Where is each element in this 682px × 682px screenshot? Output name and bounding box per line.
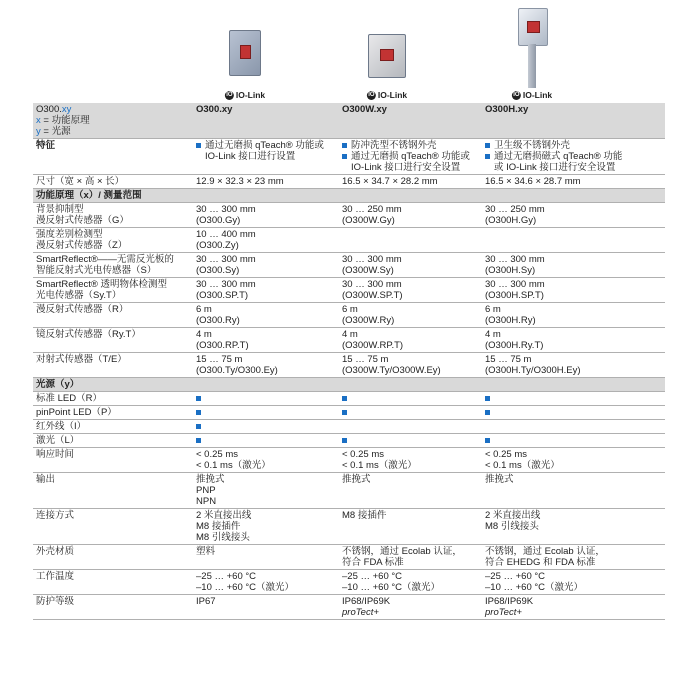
principle-row: 强度差别检测型 漫反射式传感器（Z） 10 … 400 mm (O300.Zy) — [33, 228, 665, 253]
size-row: 尺寸（宽 × 高 × 长） 12.9 × 32.3 × 23 mm 16.5 × 34.7 × 28.2 mm 16.5 × 34.6 × 28.7 mm — [33, 175, 665, 189]
row-label: 连接方式 — [33, 509, 193, 545]
model-name: O300H.xy — [482, 103, 665, 139]
check-mark-icon — [485, 396, 490, 401]
light-row: 标准 LED（R） — [33, 392, 665, 406]
check-mark-icon — [196, 396, 201, 401]
model-name: O300.xy — [193, 103, 339, 139]
bullet-icon — [485, 143, 490, 148]
io-link-logo: IO IO-Link — [368, 90, 408, 100]
features-row: 特征 通过无磨损 qTeach® 功能或 IO-Link 接口进行设置 防冲洗型不锈钢外壳 通过无磨损 qTeach® 功能或 IO-Link 接口进行安全设置 卫生级不锈钢外壳 通过无磨损磁式 qTeach® 功能 或 IO-Link 接口进行安全设置 — [33, 139, 665, 175]
connection-row: 连接方式 2 米直接出线 M8 接插件 M8 引线接头 M8 接插件 2 米直接出线 M8 引线接头 — [33, 509, 665, 545]
light-row: 红外线（I） — [33, 420, 665, 434]
row-label: 特征 — [33, 139, 193, 175]
principle-row: 对射式传感器（T/E） 15 … 75 m (O300.Ty/O300.Ey) 15 … 75 m (O300W.Ty/O300W.Ey) 15 … 75 m (O300H.Ty/O300H.Ey) — [33, 353, 665, 378]
section-heading-principle: 功能原理（x）/ 测量范围 — [33, 189, 665, 203]
bullet-icon — [342, 143, 347, 148]
housing-row: 外壳材质 塑料 不锈钢，通过 Ecolab 认证， 符合 FDA 标准 不锈钢，通过 Ecolab 认证， 符合 EHEDG 和 FDA 标准 — [33, 545, 665, 570]
sensor-image-o300w — [368, 34, 406, 78]
row-label: 防护等级 — [33, 595, 193, 620]
bullet-icon — [342, 154, 347, 159]
product-o300 — [175, 8, 315, 103]
check-mark-icon — [342, 396, 347, 401]
principle-row: 背景抑制型 漫反射式传感器（G） 30 … 300 mm (O300.Gy) 30 … 250 mm (O300W.Gy) 30 … 250 mm (O300H.Gy) — [33, 203, 665, 228]
light-row: pinPoint LED（P） — [33, 406, 665, 420]
product-o300h — [462, 8, 602, 103]
check-mark-icon — [485, 410, 490, 415]
row-label: 响应时间 — [33, 448, 193, 473]
sensor-image-o300h — [515, 8, 549, 88]
temperature-row: 工作温度 –25 … +60 °C –10 … +60 °C（激光） –25 … +60 °C –10 … +60 °C（激光） –25 … +60 °C –10 … +60 °C（激光） — [33, 570, 665, 595]
model-header-row — [33, 103, 665, 139]
product-o300w — [317, 8, 457, 103]
bullet-icon — [196, 143, 201, 148]
check-mark-icon — [342, 410, 347, 415]
row-label: 尺寸（宽 × 高 × 长） — [33, 175, 193, 189]
spec-table — [33, 103, 665, 620]
row-label: 输出 — [33, 473, 193, 509]
output-row: 输出 推挽式 PNP NPN 推挽式 推挽式 — [33, 473, 665, 509]
check-mark-icon — [196, 424, 201, 429]
check-mark-icon — [196, 410, 201, 415]
protection-row: 防护等级 IP67 IP68/IP69K proTect+ IP68/IP69K proTect+ — [33, 595, 665, 620]
io-link-logo: IO IO-Link — [226, 90, 266, 100]
row-label: 外壳材质 — [33, 545, 193, 570]
model-legend: O300.xy x = 功能原理 y = 光源 — [33, 103, 193, 139]
principle-row: SmartReflect® 透明物体检测型 光电传感器（Sy.T） 30 … 300 mm (O300.SP.T) 30 … 300 mm (O300W.SP.T) 30 … 300 mm (O300H.SP.T) — [33, 278, 665, 303]
check-mark-icon — [485, 438, 490, 443]
principle-row: 漫反射式传感器（R） 6 m (O300.Ry) 6 m (O300W.Ry) 6 m (O300H.Ry) — [33, 303, 665, 328]
sensor-image-o300 — [229, 30, 261, 76]
check-mark-icon — [342, 438, 347, 443]
row-label: 工作温度 — [33, 570, 193, 595]
response-row: 响应时间 < 0.25 ms < 0.1 ms（激光） < 0.25 ms < 0.1 ms（激光） < 0.25 ms < 0.1 ms（激光） — [33, 448, 665, 473]
principle-row: SmartReflect®——无需反光板的 智能反射式光电传感器（S） 30 … 300 mm (O300.Sy) 30 … 300 mm (O300W.Sy) 30 … 300 mm (O300H.Sy) — [33, 253, 665, 278]
section-heading-light: 光源（y） — [33, 378, 665, 392]
light-row: 激光（L） — [33, 434, 665, 448]
bullet-icon — [485, 154, 490, 159]
io-link-logo: IO IO-Link — [513, 90, 553, 100]
check-mark-icon — [196, 438, 201, 443]
principle-row: 镜反射式传感器（Ry.T） 4 m (O300.RP.T) 4 m (O300W.RP.T) 4 m (O300H.Ry.T) — [33, 328, 665, 353]
model-name: O300W.xy — [339, 103, 482, 139]
